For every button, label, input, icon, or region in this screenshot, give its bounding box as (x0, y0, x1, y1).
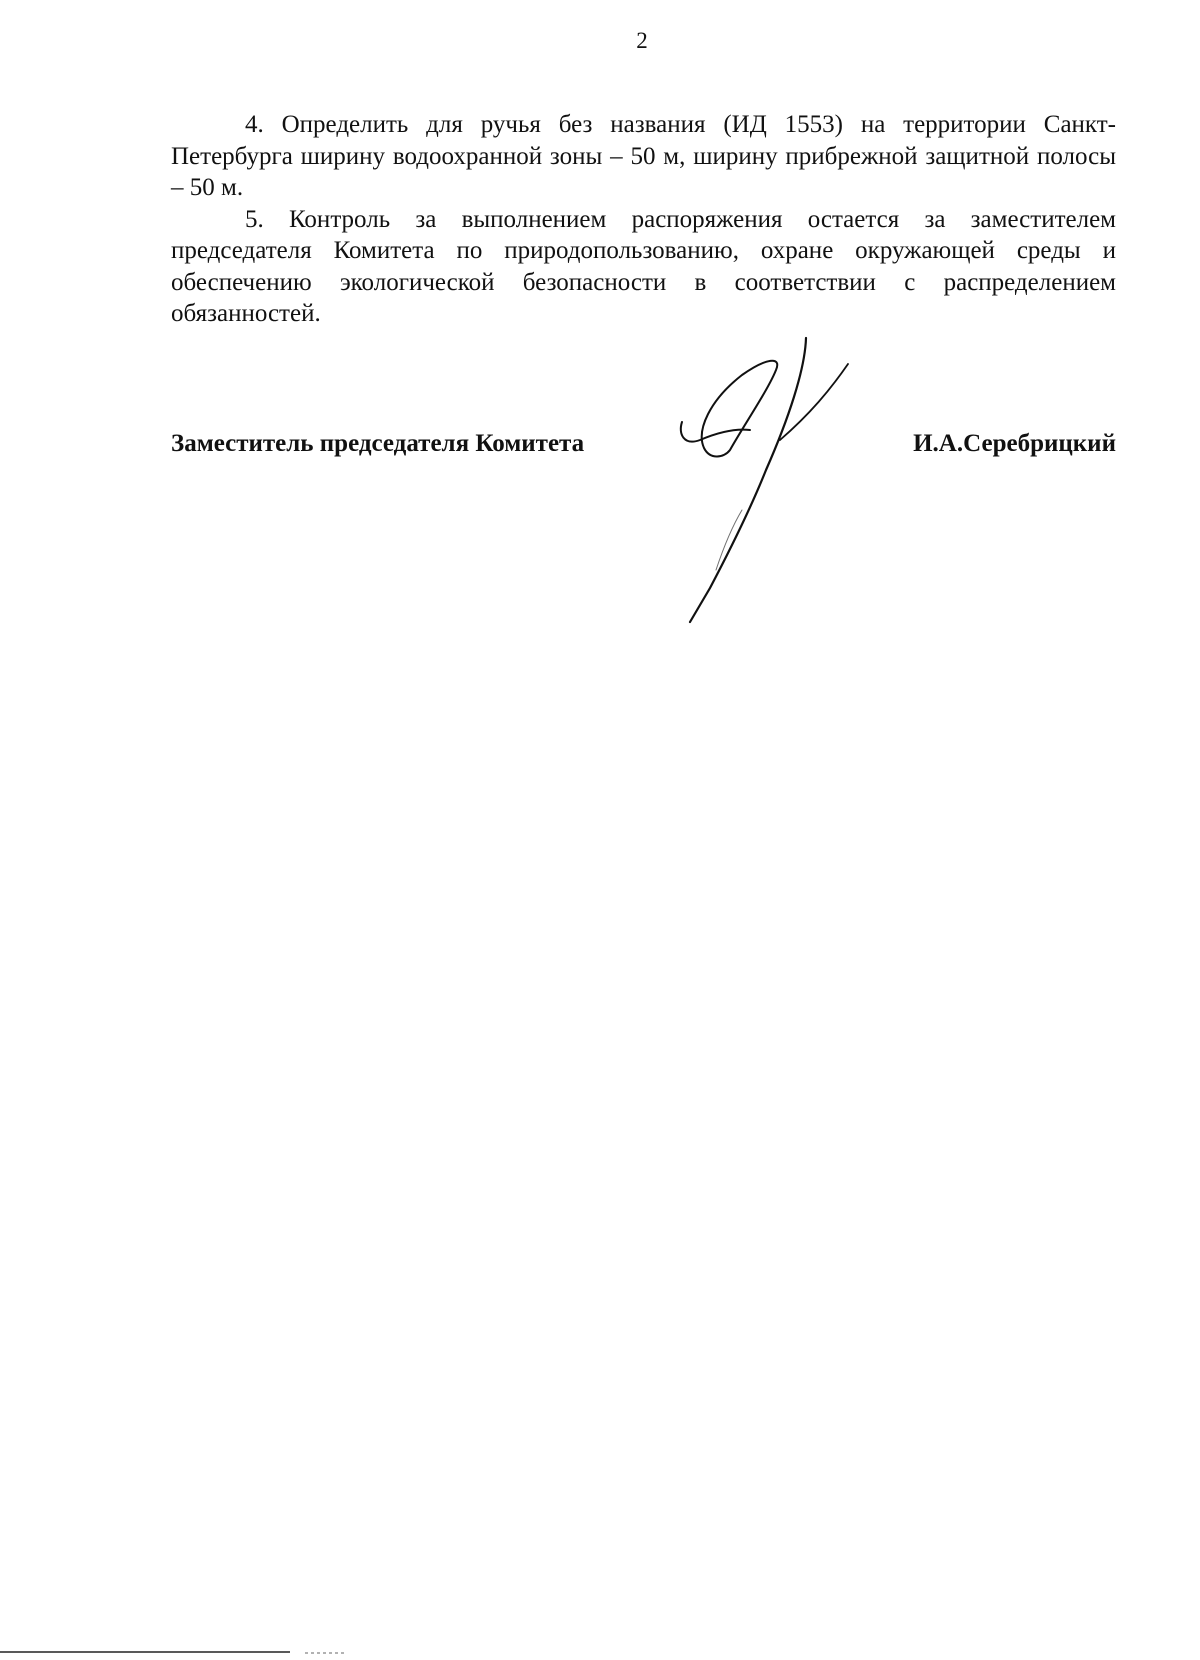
handwritten-signature (670, 330, 910, 630)
paragraph-item-5: 5. Контроль за выполнением распоряжения остается за заместителем председателя Комитета по природопользованию, охране окружающей среды и обеспечению экологической безопасности в соответствии с распределением обязанностей. (171, 205, 1116, 327)
page-number: 2 (636, 28, 648, 53)
paragraph-item-4: 4. Определить для ручья без названия (ИД 1553) на территории Санкт-Петербурга ширину водоохранной зоны – 50 м, ширину прибрежной защитной полосы – 50 м. (171, 111, 1116, 201)
scan-edge-line (0, 1650, 400, 1656)
document-body (171, 109, 1116, 330)
signer-name: И.А.Серебрицкий (913, 430, 1116, 457)
signer-title: Заместитель председателя Комитета (171, 430, 585, 457)
